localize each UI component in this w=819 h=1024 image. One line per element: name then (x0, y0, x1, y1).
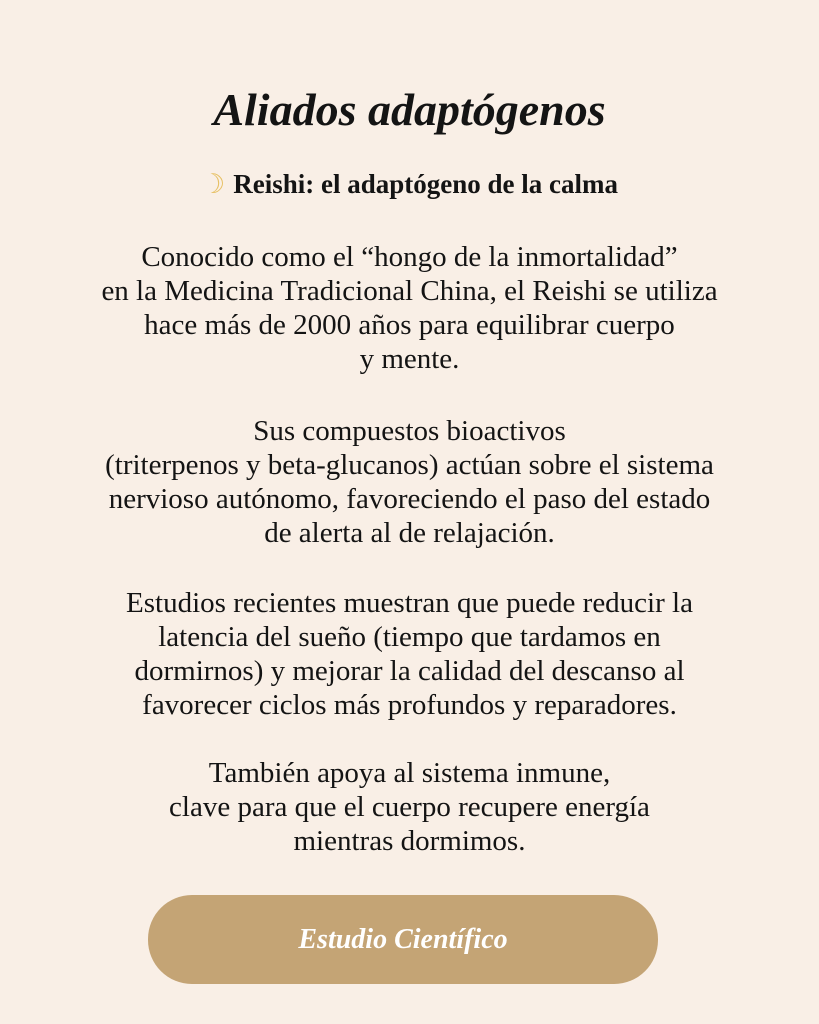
paragraph-line: de alerta al de relajación. (264, 517, 555, 549)
paragraph-line: También apoya al sistema inmune, (208, 757, 611, 789)
paragraph-line: Conocido como el “hongo de la inmortalidad” (141, 241, 678, 273)
subtitle-text: Reishi: el adaptógeno de la calma (233, 169, 618, 199)
paragraph-line: y mente. (359, 343, 460, 375)
paragraph-studies (30, 586, 789, 722)
page-title: Aliados adaptógenos (213, 84, 606, 135)
paragraph-line: Sus compuestos bioactivos (253, 415, 566, 447)
paragraph-line: hace más de 2000 años para equilibrar cuerpo (144, 309, 675, 341)
paragraph-line: (triterpenos y beta-glucanos) actúan sobre el sistema (105, 449, 714, 481)
paragraph-origin (30, 240, 789, 376)
paragraph-line: mientras dormimos. (293, 825, 526, 857)
paragraph-line: dormirnos) y mejorar la calidad del descanso al (134, 655, 685, 687)
paragraph-line: en la Medicina Tradicional China, el Reishi se utiliza (101, 275, 718, 307)
paragraph-immune (30, 756, 789, 858)
paragraph-line: clave para que el cuerpo recupere energía (169, 791, 650, 823)
paragraph-line: Estudios recientes muestran que puede reducir la (126, 587, 693, 619)
paragraph-line: favorecer ciclos más profundos y reparadores. (142, 689, 677, 721)
scientific-study-button[interactable]: Estudio Científico (148, 895, 658, 984)
section-subtitle (0, 168, 819, 200)
paragraph-line: nervioso autónomo, favoreciendo el paso del estado (108, 483, 711, 515)
paragraph-line: latencia del sueño (tiempo que tardamos en (158, 621, 661, 653)
crescent-moon-icon: ☽ (201, 169, 226, 199)
paragraph-compounds (30, 414, 789, 550)
